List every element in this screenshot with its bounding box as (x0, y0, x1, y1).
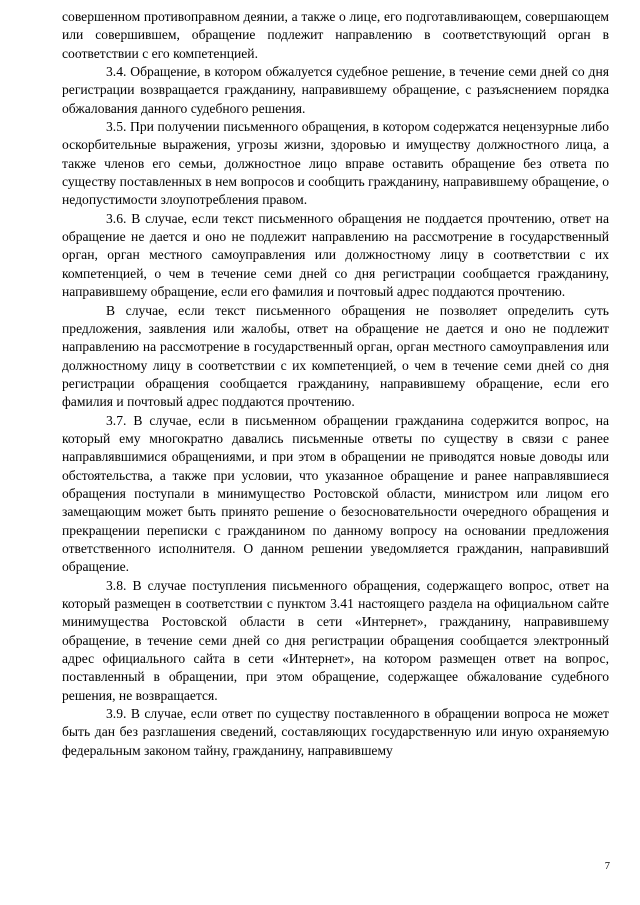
paragraph-3-4: 3.4. Обращение, в котором обжалуется судебное решение, в течение семи дней со дня регистрации возвращается гражданину, направившему обращение, с разъяснением порядка обжалования данного судебного решения. (62, 64, 609, 116)
paragraph-3-7: 3.7. В случае, если в письменном обращении гражданина содержится вопрос, на который ему многократно давались письменные ответы по существу в связи с ранее направлявшимися обращениями, и при этом в обращении не приводятся новые доводы или обстоятельства, а также при условии, что указанное обращение и ранее направлявшиеся обращения поступали в минимущество Ростовской области, министром или лицом его замещающим может быть принято решение о безосновательности очередного обращения и прекращении переписки с гражданином по данному вопросу на основании предложения ответственного исполнителя. О данном решении уведомляется гражданин, направивший обращение. (62, 412, 609, 575)
paragraph-3-5: 3.5. При получении письменного обращения, в котором содержатся нецензурные либо оскорбительные выражения, угрозы жизни, здоровью и имуществу должностного лица, а также членов его семьи, должностное лицо вправе оставить обращение без ответа по существу поставленных в нем вопросов и сообщить гражданину, направившему обращение, о недопустимости злоупотребления правом. (62, 119, 609, 208)
paragraph-3-6-second: В случае, если текст письменного обращения не позволяет определить суть предложения, заявления или жалобы, ответ на обращение не дается и оно не подлежит направлению на рассмотрение в государственный орган, орган местного самоуправления или должностному лицу в соответствии с их компетенцией, о чем в течение семи дней со дня регистрации обращения сообщается гражданину, направившему обращение, если его фамилия и почтовый адрес поддаются прочтению. (62, 302, 609, 410)
page-body (62, 8, 609, 760)
page-number: 7 (604, 861, 610, 872)
paragraph-continuation: совершенном противоправном деянии, а также о лице, его подготавливающем, совершающем или совершившем, обращение подлежит направлению в соответствующий орган в соответствии с его компетенцией. (62, 9, 609, 61)
paragraph-3-6: 3.6. В случае, если текст письменного обращения не поддается прочтению, ответ на обращение не дается и оно не подлежит направлению на рассмотрение в государственный орган, орган местного самоуправления или должностному лицу в соответствии с их компетенцией, о чем в течение семи дней со дня регистрации сообщается гражданину, направившему обращение, если его фамилия и почтовый адрес поддаются прочтению. (62, 210, 609, 300)
paragraph-3-8: 3.8. В случае поступления письменного обращения, содержащего вопрос, ответ на который размещен в соответствии с пунктом 3.41 настоящего раздела на официальном сайте минимущества Ростовской области в сети «Интернет», гражданину, направившему обращение, в течение семи дней со дня регистрации обращения сообщается электронный адрес официального сайта в сети «Интернет», на котором размещен ответ на вопрос, поставленный в обращении, при этом обращение, содержащее обжалование судебного решения, не возвращается. (62, 577, 609, 703)
paragraph-3-9: 3.9. В случае, если ответ по существу поставленного в обращении вопроса не может быть дан без разглашения сведений, составляющих государственную или иную охраняемую федеральным законом тайну, гражданину, направившему (62, 706, 609, 758)
